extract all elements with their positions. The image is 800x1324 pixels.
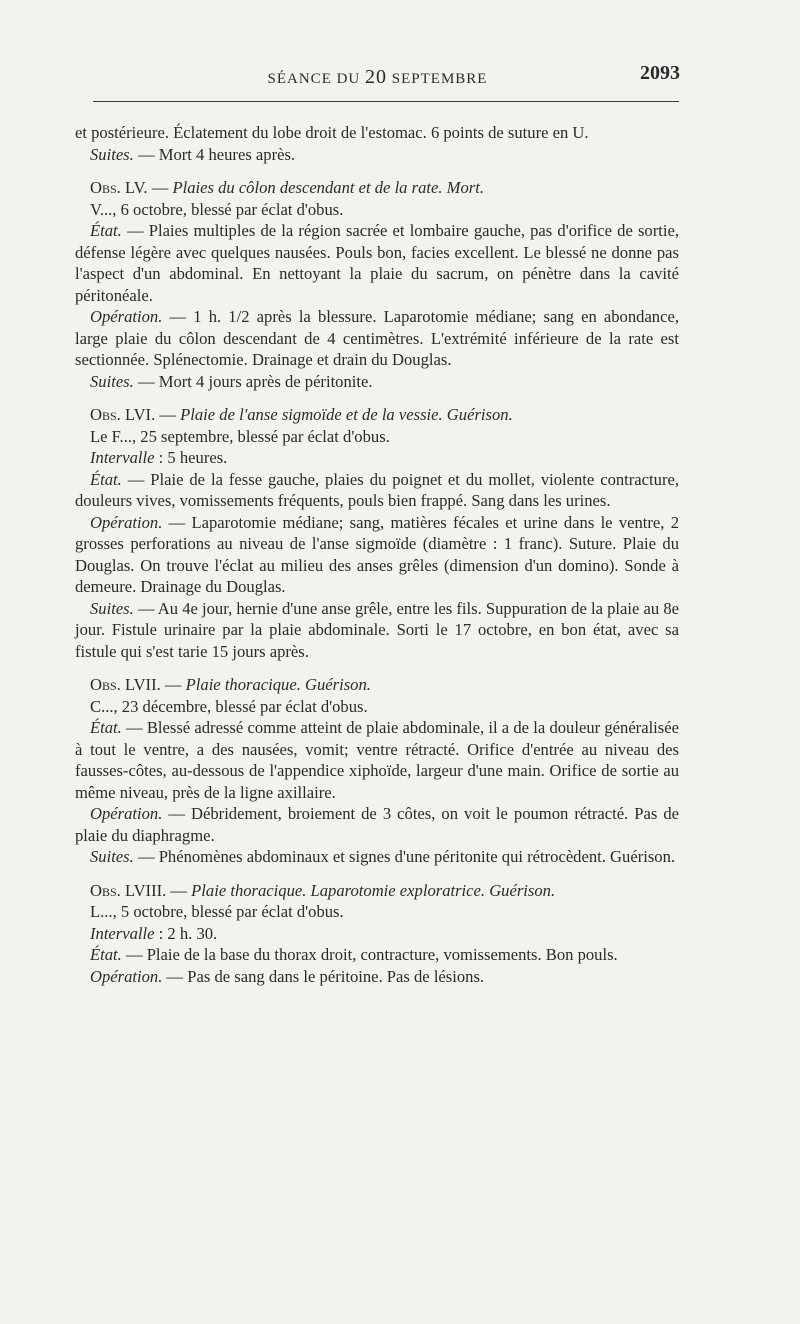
intervalle-text: : 2 h. 30.	[154, 923, 218, 943]
obs-55-dash: —	[147, 178, 173, 197]
obs-55-title: Plaies du côlon descendant et de la rate. Mort.	[172, 178, 484, 197]
suites-label: Suites.	[90, 598, 134, 618]
etat-label: État.	[90, 469, 122, 489]
obs-55-heading	[75, 177, 679, 199]
operation-label: Opération.	[90, 512, 163, 532]
operation-text: — 1 h. 1/2 après la blessure. Laparotomie médiane; sang en abondance, large plaie du côlon descendant de 4 centimètres. L'extrémité inférieure de la rate est sectionnée. Splénectomie. Drainage et drain du Douglas.	[75, 307, 679, 369]
operation-text: — Débridement, broiement de 3 côtes, on voit le poumon rétracté. Pas de plaie du diaphragme.	[75, 804, 679, 845]
operation-label: Opération.	[90, 966, 163, 986]
intervalle-label: Intervalle	[90, 448, 155, 467]
obs-58-title: Plaie thoracique. Laparotomie exploratrice. Guérison.	[191, 880, 556, 900]
etat-text: — Plaie de la fesse gauche, plaies du poignet et du mollet, violente contracture, douleurs vives, vomissements fréquents, pouls bien frappé. Sang dans les urines.	[75, 469, 679, 510]
obs-55-patient: V..., 6 octobre, blessé par éclat d'obus.	[90, 199, 344, 219]
suites-label: Suites.	[90, 144, 134, 164]
obs-56-patient: Le F..., 25 septembre, blessé par éclat d'obus.	[90, 426, 390, 446]
obs-58-patient: L..., 5 octobre, blessé par éclat d'obus.	[90, 902, 344, 921]
suites-text: — Mort 4 jours après de péritonite.	[133, 371, 373, 391]
etat-text: — Plaies multiples de la région sacrée et lombaire gauche, pas d'orifice de sortie, défense légère avec quelques nausées. Pouls bon, facies excellent. Le blessé ne donne pas l'aspect d'un abdominal. En nettoyant la plaie du sacrum, on pénètre dans la cavité péritonéale.	[75, 221, 679, 305]
operation-text: — Laparotomie médiane; sang, matières fécales et urine dans le ventre, 2 grosses perforations au niveau de l'anse sigmoïde (diamètre : 1 franc). Suture. Plaie du Douglas. On trouve l'éclat au milieu des anses grêles (dimension d'un domino). Sonde à demeure. Drainage du Douglas.	[75, 512, 679, 596]
obs-58-intervalle	[75, 923, 679, 945]
suites-text: — Phénomènes abdominaux et signes d'une péritonite qui rétrocèdent. Guérison.	[133, 847, 676, 866]
suites-text: — Mort 4 heures après.	[133, 144, 296, 164]
obs-58-dash: —	[166, 880, 192, 900]
obs-55-suites	[75, 371, 679, 393]
obs-56-title: Plaie de l'anse sigmoïde et de la vessie. Guérison.	[180, 405, 513, 424]
obs-56-dash: —	[155, 405, 181, 424]
suites-paragraph	[75, 144, 679, 166]
running-head-day: 20	[365, 66, 388, 88]
intervalle-label: Intervalle	[90, 923, 155, 943]
etat-label: État.	[90, 945, 122, 964]
obs-57-patient: C..., 23 décembre, blessé par éclat d'obus.	[90, 696, 368, 716]
obs-56-suites	[75, 598, 679, 663]
obs-57-dash: —	[160, 675, 186, 694]
running-head-month: SEPTEMBRE	[391, 71, 488, 87]
obs-57-suites	[75, 846, 679, 868]
paragraph-continuation: et postérieure. Éclatement du lobe droit de l'estomac. 6 points de suture en U.	[75, 123, 589, 142]
etat-label: État.	[90, 718, 122, 737]
header-rule	[93, 101, 679, 102]
page-number: 2093	[640, 62, 680, 84]
running-head-pre: SÉANCE DU	[267, 71, 361, 87]
obs-58-etat	[75, 944, 679, 966]
obs-57-title: Plaie thoracique. Guérison.	[185, 675, 371, 694]
obs-57-label: Obs. LVII.	[90, 675, 161, 694]
page-body	[75, 122, 679, 987]
obs-55-etat	[75, 220, 679, 306]
obs-55-label: Obs. LV.	[90, 178, 148, 197]
page-header	[75, 62, 680, 92]
obs-56-etat	[75, 469, 679, 512]
obs-58-operation	[75, 966, 679, 988]
suites-label: Suites.	[90, 371, 134, 391]
obs-55-operation	[75, 306, 679, 371]
suites-label: Suites.	[90, 847, 134, 866]
suites-text: — Au 4e jour, hernie d'une anse grêle, entre les fils. Suppuration de la plaie au 8e jour. Fistule urinaire par la plaie abdominale. Sorti le 17 octobre, en bon état, avec sa fistule qui s'est tarie 15 jours après.	[75, 598, 679, 661]
obs-57-operation	[75, 803, 679, 846]
obs-56-operation	[75, 512, 679, 598]
obs-57-etat	[75, 717, 679, 803]
running-head	[75, 66, 680, 89]
etat-label: État.	[90, 221, 122, 240]
intervalle-text: : 5 heures.	[154, 448, 228, 467]
obs-58-label: Obs. LVIII.	[90, 880, 167, 900]
etat-text: — Blessé adressé comme atteint de plaie abdominale, il a de la douleur généralisée à tout le ventre, a des nausées, vomit; ventre rétracté. Orifice d'entrée au niveau des fausses-côtes, au-dessous de l'appendice xiphoïde, largeur d'une main. Orifice de sortie au même niveau, près de la ligne axillaire.	[75, 718, 679, 802]
obs-56-intervalle	[75, 447, 679, 469]
obs-56-label: Obs. LVI.	[90, 405, 156, 424]
obs-56-heading	[75, 404, 679, 426]
obs-58-heading	[75, 880, 679, 902]
operation-label: Opération.	[90, 804, 163, 823]
obs-57-heading	[75, 674, 679, 696]
operation-label: Opération.	[90, 307, 163, 326]
operation-text: — Pas de sang dans le péritoine. Pas de lésions.	[162, 966, 485, 986]
etat-text: — Plaie de la base du thorax droit, contracture, vomissements. Bon pouls.	[121, 945, 618, 964]
